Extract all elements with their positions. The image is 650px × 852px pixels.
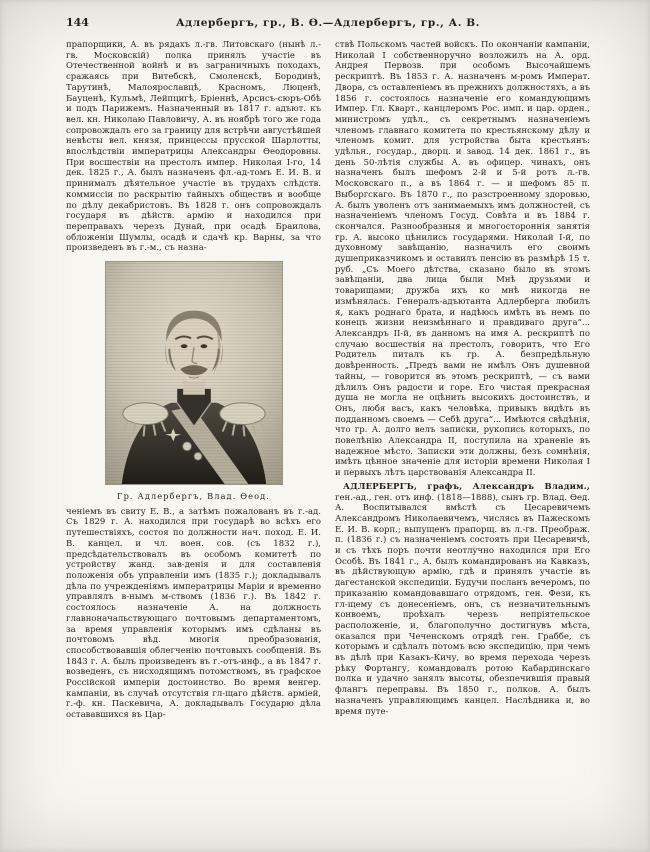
page-header [66, 16, 590, 29]
portrait-engraving-image [105, 261, 283, 485]
left-column [66, 40, 321, 838]
portrait-illustration [106, 262, 282, 484]
page-number: 144 [66, 16, 89, 29]
paragraph-after-figure: ченіемъ въ свиту Е. В., а затѣмъ пожалованъ въ г.-ад. Съ 1829 г. А. находился при государѣ во всѣхъ его путешествіяхъ, состоя по должности нач. поход. Е. И. В. канцел. и чл. воен. сов. (съ 1832 г.), предсѣдательствовалъ въ особомъ комитетѣ по устройству жанд. зав-денія и для составленія положенія объ управленіи имъ (1835 г.); докладывалъ дѣла по учрежденіямъ императрицы Маріи и временно управлялъ в-нымъ м-ствомъ (1836 г.). Въ 1842 г. состоялось назначеніе А. на должность главноначальствующаго почтовымъ департаментомъ, за время управленія которымъ имъ сдѣланы въ почтовомъ вѣд. многія преобразованія, способствовавшія облегченію почтовыхъ сообщеній. Въ 1843 г. А. былъ произведенъ въ г.-отъ-инф., а въ 1847 г. возведенъ, съ нисходящимъ потомствомъ, въ графское Россійской имперіи достоинство. Во время венгер. кампаніи, въ случаѣ отсутствія гл-щаго дѣйств. арміей, г.-ф. кн. Паскевича, А. докладывалъ Государю дѣла остававшихся въ Цар- [66, 506, 321, 721]
paragraph-right-top: ствѣ Польскомъ частей войскъ. По окончаніи кампаніи, Николай I собственноручно возложилъ на А. орд. Андрея Первозв. при особомъ Высочайшемъ рескриптѣ. Въ 1853 г. А. назначенъ м-ромъ Императ. Двора, съ оставленіемъ въ прежнихъ должностяхъ, а въ 1856 г. состоялось назначеніе его командующимъ Импер. Гл. Кварт., канцлеромъ Рос. имп. и цар. орден., министромъ удѣл., съ секретнымъ назначеніемъ членомъ главнаго комитета по крестьянскому дѣлу и членомъ комит. для устройства быта крестьянъ: удѣльн., государ., дворц. и завод. 14 дек. 1861 г., въ день 50-лѣтія службы А. въ офицер. чинахъ, онъ назначенъ былъ шефомъ 2-й и 5-й ротъ л.-гв. Московскаго п., а въ 1864 г. — и шефомъ 85 п. Выборгскаго. Въ 1870 г., по разстроенному здоровью, А. былъ уволенъ отъ занимаемыхъ имъ должностей, съ назначеніемъ членомъ Госуд. Совѣта и въ 1884 г. скончался. Разнообразныя и многостороннія занятія гр. А. высоко цѣнились государями. Николай I-й, по духовному завѣщанію, назначилъ его своимъ душеприказчикомъ и оставилъ пенсію въ размѣрѣ 15 т. руб. „Съ Моего дѣтства, сказано было въ этомъ завѣщаніи, два лица были Мнѣ друзьями и товарищами; дружба ихъ ко мнѣ никогда не измѣнялась. Генералъ-адъютанта Адлерберга любилъ я, какъ роднаго брата, и надѣюсь имѣть въ немъ по конецъ жизни неизмѣннаго и правдиваго друга“... Александръ II-й, въ данномъ на имя А. рескриптѣ по случаю восшествія на престолъ, говоритъ, что Его Родитель питалъ къ гр. А. безпредѣльную довѣренность. „Предъ вами не имѣлъ Онъ душевной тайны, — говорится въ этомъ рескриптѣ, — съ вами дѣлилъ Онъ радости и горе. Его чистая прекрасная душа не могла не оцѣнить высокихъ достоинствъ, и Онъ, любя васъ, какъ человѣка, привыкъ видѣть въ подданномъ своемъ — Себѣ друга“... Имѣются свѣдѣнія, что гр. А. долго велъ записки, рукопись которыхъ, по повелѣнію Александра II, поступила на храненіе въ надежное мѣсто. Записки эти должны, безъ сомнѣнія, имѣть цѣнное значеніе для исторіи времени Николая I и первыхъ лѣтъ царствованія Александра II. [335, 40, 590, 479]
running-header: Адлербергъ, гр., В. Ѳ.—Адлербергъ, гр., А. В. [176, 17, 480, 29]
portrait-figure [105, 261, 283, 502]
entry-heading: АДЛЕРБЕРГЪ, графъ, Александръ Владим., [343, 481, 590, 492]
entry-text: ген.-ад., ген. отъ инф. (1818—1888), сынъ гр. Влад. Ѳед. А. Воспитывался вмѣстѣ съ Цесаревичемъ Александромъ Николаевичемъ, числясь въ Пажескомъ Е. И. В. корп.; выпущенъ прапорщ. въ л.-гв. Преображ. п. (1836 г.) съ назначеніемъ состоять при Цесаревичѣ, и съ тѣхъ поръ почти неотлучно находился при Его Особѣ. Въ 1841 г., А. былъ командированъ на Кавказъ, въ дѣйствующую армію, гдѣ и принялъ участіе въ дагестанской экспедиціи. Будучи посланъ вечеромъ, по приказанію командовавшаго отрядомъ, ген. Фези, къ гл-щему съ донесеніемъ, онъ, съ незначительнымъ конвоемъ, проѣхалъ черезъ непріятельское расположеніе, и, благополучно достигнувъ мѣста, оказался при Чеченскомъ отрядѣ ген. Граббе, съ которымъ и сдѣлалъ потомъ всю экспедицію, при чемъ въ дѣлѣ при Казакъ-Кичу, во время перехода черезъ рѣку Фортангу, командовалъ ротою Кабардинскаго полка и удачно занялъ высоты, обезпечившія правый флангъ переправы. Въ 1850 г., полков. А. былъ назначенъ управляющимъ канцел. Наслѣдника и, во время путе- [335, 492, 590, 717]
portrait-caption: Гр. Адлербергъ, Влад. Ѳеод. [117, 491, 270, 502]
right-column [335, 40, 590, 838]
entry-paragraph [335, 482, 590, 717]
paragraph-before-figure: прапорщики, А. въ рядахъ л.-гв. Литовскаго (нынѣ л.-гв. Московскій) полка принялъ участіе въ Отечественной войнѣ и въ заграничныхъ походахъ, сражаясь при Витебскѣ, Смоленскѣ, Бородинѣ, Тарутинѣ, Малоярославцѣ, Красномъ, Люценѣ, Бауценѣ, Кульмѣ, Лейпцигѣ, Бріеннѣ, Арсисъ-сюръ-Обѣ и подъ Парижемъ. Назначенный въ 1817 г. адъют. къ вел. кн. Николаю Павловичу, А. въ ноябрѣ того же года сопровождалъ его за границу для встрѣчи августѣйшей невѣсты вел. князя, принцессы прусской Шарлотты, впослѣдствіи императрицы Александры Ѳеодоровны. При восшествіи на престолъ импер. Николая I-го, 14 дек. 1825 г., А. былъ назначенъ фл.-ад-томъ Е. И. В. и принималъ дѣятельное участіе въ трудахъ слѣдств. коммиссіи по раскрытію тайныхъ обществъ и вообще по дѣлу декабристовъ. Въ 1828 г. онъ сопровождалъ государя въ дѣйств. армію и находился при переправахъ черезъ Дунай, при осадѣ Браилова, обложеніи Шумлы, осадѣ и сдачѣ кр. Варны, за что произведенъ въ г.-м., съ назна- [66, 40, 321, 254]
text-columns [66, 40, 590, 838]
